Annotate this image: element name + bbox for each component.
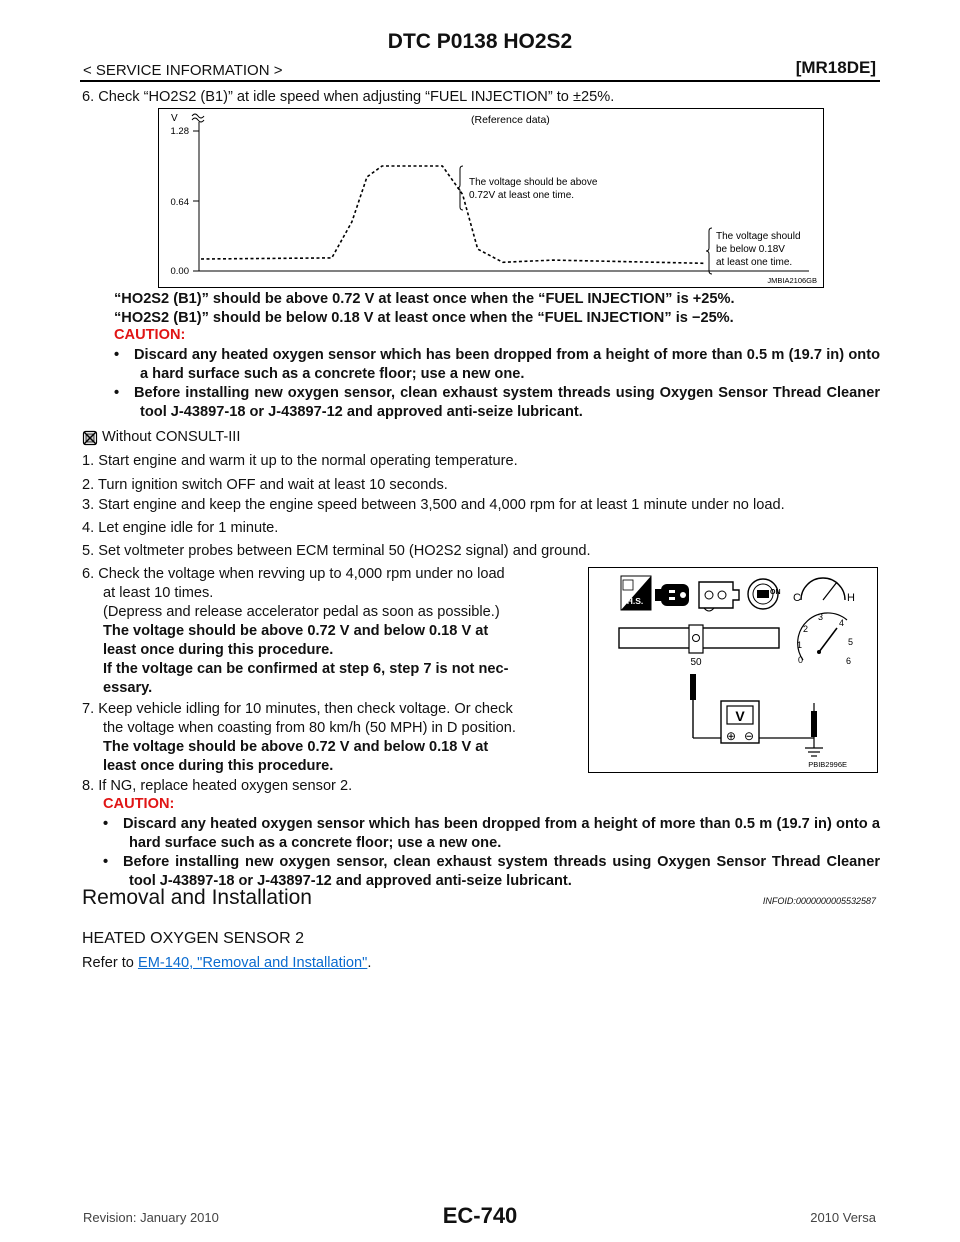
caution-item bbox=[114, 384, 880, 422]
step-6-consult: 6. Check “HO2S2 (B1)” at idle speed when adjusting “FUEL INJECTION” to ±25%. bbox=[82, 89, 615, 105]
tach-label: 0 bbox=[798, 655, 804, 665]
step-6-line: 6. Check the voltage when revving up to 4,000 rpm under no load bbox=[82, 566, 505, 582]
reference-data-figure bbox=[158, 108, 824, 288]
tach-label: 3 bbox=[818, 612, 824, 622]
voltmeter-label: V bbox=[735, 708, 745, 724]
ytick-label: 0.00 bbox=[170, 266, 189, 277]
voltmeter-figure bbox=[588, 567, 878, 773]
header-rule bbox=[80, 80, 880, 82]
gauge-h-label: H bbox=[847, 592, 855, 604]
bracket bbox=[706, 228, 712, 274]
axis-break-icon bbox=[192, 114, 204, 118]
step-6-bold: If the voltage can be confirmed at step 6, step 7 is not nec- bbox=[103, 661, 509, 677]
connector-icon bbox=[655, 584, 689, 606]
caution-text: Before installing new oxygen sensor, clean exhaust system threads using Oxygen Sensor Thread Cleaner tool J-43897-18 or J-43897-12 and approved anti-seize lubricant. bbox=[123, 854, 880, 889]
engine-model: [MR18DE] bbox=[795, 58, 876, 77]
step-2: 2. Turn ignition switch OFF and wait at least 10 seconds. bbox=[82, 477, 448, 493]
tach-label: 2 bbox=[803, 624, 809, 634]
without-consult-heading bbox=[82, 428, 240, 447]
on-label: ON bbox=[770, 589, 781, 596]
caution-label: CAUTION: bbox=[114, 327, 186, 343]
section-heading: Removal and Installation bbox=[82, 886, 312, 909]
voltmeter-diagram bbox=[589, 568, 877, 772]
voltmeter-icon bbox=[721, 701, 759, 743]
caution-text: Discard any heated oxygen sensor which has been dropped from a height of more than 0.5 m (19.7 in) onto a hard surface such as a concrete floor; use a new one. bbox=[134, 347, 880, 382]
spec-line: “HO2S2 (B1)” should be below 0.18 V at least once when the “FUEL INJECTION” is −25%. bbox=[114, 310, 734, 326]
caution-item bbox=[103, 815, 880, 853]
subsection-heading: HEATED OXYGEN SENSOR 2 bbox=[82, 930, 304, 947]
tach-label: 5 bbox=[848, 637, 854, 647]
step-7-bold: The voltage should be above 0.72 V and below 0.18 V at bbox=[103, 739, 489, 755]
chart-ylabel: V bbox=[171, 113, 178, 124]
refer-suffix: . bbox=[367, 955, 372, 971]
plus-terminal-icon: ⊕ bbox=[725, 729, 737, 743]
figure-code: PBIB2996E bbox=[808, 760, 847, 769]
step-6-line: (Depress and release accelerator pedal as soon as possible.) bbox=[103, 604, 500, 620]
page-title: DTC P0138 HO2S2 bbox=[387, 30, 573, 53]
chart-annotation: be below 0.18V bbox=[716, 244, 785, 255]
step-6-bold: essary. bbox=[103, 680, 153, 696]
ignition-on-icon bbox=[748, 579, 781, 609]
step-6-bold: The voltage should be above 0.72 V and below 0.18 V at bbox=[103, 623, 489, 639]
refer-line bbox=[82, 954, 371, 973]
hs-icon bbox=[621, 576, 651, 610]
bullet: • bbox=[114, 385, 120, 401]
tach-label: 1 bbox=[797, 640, 803, 650]
info-id: INFOID:0000000005532587 bbox=[762, 896, 876, 906]
bullet: • bbox=[103, 854, 109, 870]
chart-annotation: 0.72V at least one time. bbox=[469, 190, 575, 201]
gauge-c-label: C bbox=[793, 592, 801, 604]
step-6-line: at least 10 times. bbox=[103, 585, 214, 601]
tachometer-icon bbox=[797, 612, 853, 666]
chart-annotation: The voltage should bbox=[716, 231, 801, 242]
tach-label: 6 bbox=[846, 656, 852, 666]
axis-break-icon bbox=[192, 118, 204, 122]
chart-annotation: at least one time. bbox=[716, 257, 793, 268]
step-3: 3. Start engine and keep the engine speed between 3,500 and 4,000 rpm for at least 1 minute under no load. bbox=[82, 497, 785, 513]
step-5: 5. Set voltmeter probes between ECM terminal 50 (HO2S2 signal) and ground. bbox=[82, 543, 591, 559]
step-8: 8. If NG, replace heated oxygen sensor 2. bbox=[82, 778, 353, 794]
minus-terminal-icon: ⊖ bbox=[743, 729, 755, 743]
caution-label: CAUTION: bbox=[103, 796, 175, 812]
step-6-bold: least once during this procedure. bbox=[103, 642, 334, 658]
ecm-connector bbox=[619, 625, 779, 668]
spec-line: “HO2S2 (B1)” should be above 0.72 V at least once when the “FUEL INJECTION” is +25%. bbox=[114, 291, 735, 307]
no-consult-icon bbox=[82, 430, 98, 446]
refer-prefix: Refer to bbox=[82, 955, 138, 971]
revision-date: Revision: January 2010 bbox=[83, 1210, 219, 1225]
ytick-label: 0.64 bbox=[170, 197, 189, 208]
section-label: < SERVICE INFORMATION > bbox=[83, 62, 283, 79]
step-7-bold: least once during this procedure. bbox=[103, 758, 334, 774]
hs-label: H.S. bbox=[626, 596, 644, 606]
tach-label: 4 bbox=[839, 618, 845, 628]
caution-item bbox=[114, 346, 880, 384]
step-4: 4. Let engine idle for 1 minute. bbox=[82, 520, 279, 536]
voltage-chart bbox=[159, 109, 823, 287]
chart-title: (Reference data) bbox=[471, 114, 550, 126]
bullet: • bbox=[114, 347, 120, 363]
step-1: 1. Start engine and warm it up to the normal operating temperature. bbox=[82, 453, 518, 469]
bullet: • bbox=[103, 816, 109, 832]
step-7-line: the voltage when coasting from 80 km/h (50 MPH) in D position. bbox=[103, 720, 516, 736]
bracket bbox=[457, 166, 463, 210]
harness-connector-icon bbox=[699, 582, 739, 611]
terminal-label: 50 bbox=[690, 657, 702, 668]
em-140-link[interactable]: EM-140, "Removal and Installation" bbox=[137, 955, 368, 971]
caution-text: Before installing new oxygen sensor, clean exhaust system threads using Oxygen Sensor Thread Cleaner tool J-43897-18 or J-43897-12 and approved anti-seize lubricant. bbox=[134, 385, 880, 420]
series-line bbox=[201, 166, 704, 263]
vehicle-model: 2010 Versa bbox=[810, 1210, 876, 1225]
ytick-label: 1.28 bbox=[170, 126, 189, 137]
page-number: EC-740 bbox=[442, 1203, 518, 1228]
figure-code: JMBIA2106GB bbox=[767, 276, 817, 285]
without-consult-text: Without CONSULT-III bbox=[102, 429, 241, 445]
caution-text: Discard any heated oxygen sensor which has been dropped from a height of more than 0.5 m (19.7 in) onto a hard surface such as a concrete floor; use a new one. bbox=[123, 816, 880, 851]
temperature-gauge-icon bbox=[793, 578, 855, 604]
chart-annotation: The voltage should be above bbox=[469, 177, 598, 188]
step-7-line: 7. Keep vehicle idling for 10 minutes, then check voltage. Or check bbox=[82, 701, 513, 717]
